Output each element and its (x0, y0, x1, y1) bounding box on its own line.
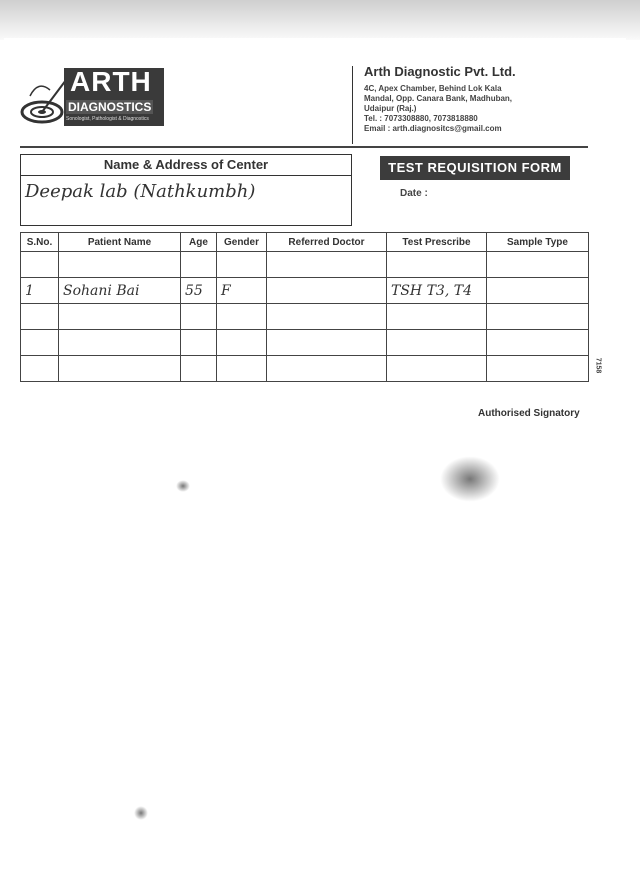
company-phone: Tel. : 7073308880, 7073818880 (364, 114, 478, 123)
logo-tagline: Sonologist, Pathologist & Diagnostics (66, 116, 149, 122)
address-line: Udaipur (Raj.) (364, 104, 417, 113)
cell-sample-type[interactable] (487, 252, 589, 278)
cell-gender[interactable] (217, 304, 267, 330)
date-label: Date : (400, 188, 428, 199)
target-logo-icon (20, 76, 70, 126)
center-box (20, 154, 352, 226)
cell-sno[interactable] (21, 330, 59, 356)
center-value[interactable]: Deepak lab (Nathkumbh) (25, 181, 256, 202)
company-logo (20, 66, 168, 128)
cell-age[interactable] (181, 356, 217, 382)
header-referred-doctor: Referred Doctor (267, 233, 387, 252)
cell-age[interactable]: 55 (181, 278, 217, 304)
table-row (21, 330, 589, 356)
table-row (21, 278, 589, 304)
address-line: 4C, Apex Chamber, Behind Lok Kala (364, 84, 502, 93)
requisition-table (20, 232, 589, 382)
header-sno: S.No. (21, 233, 59, 252)
cell-gender[interactable]: F (217, 278, 267, 304)
cell-test-prescribe[interactable] (387, 356, 487, 382)
logo-arth-text: ARTH (70, 66, 152, 97)
cell-age[interactable] (181, 252, 217, 278)
cell-test-prescribe[interactable] (387, 304, 487, 330)
cell-sample-type[interactable] (487, 304, 589, 330)
cell-sample-type[interactable] (487, 330, 589, 356)
table-row (21, 252, 589, 278)
table-row (21, 356, 589, 382)
company-name: Arth Diagnostic Pvt. Ltd. (364, 64, 516, 79)
cell-age[interactable] (181, 304, 217, 330)
header-gender: Gender (217, 233, 267, 252)
cell-test-prescribe[interactable] (387, 252, 487, 278)
cell-age[interactable] (181, 330, 217, 356)
scan-edge (0, 0, 640, 40)
serial-number: 7158 (594, 357, 602, 374)
header-sample-type: Sample Type (487, 233, 589, 252)
header-test-prescribe: Test Prescribe (387, 233, 487, 252)
cell-referred-doctor[interactable] (267, 278, 387, 304)
header-age: Age (181, 233, 217, 252)
form-title: TEST REQUISITION FORM (380, 156, 570, 180)
cell-patient-name[interactable] (59, 330, 181, 356)
header-patient-name: Patient Name (59, 233, 181, 252)
cell-sample-type[interactable] (487, 356, 589, 382)
cell-patient-name[interactable] (59, 304, 181, 330)
cell-referred-doctor[interactable] (267, 330, 387, 356)
company-email: Email : arth.diagnositcs@gmail.com (364, 124, 502, 133)
cell-gender[interactable] (217, 330, 267, 356)
center-title: Name & Address of Center (21, 155, 351, 176)
scan-smudge (176, 480, 190, 492)
scan-smudge (440, 456, 500, 502)
cell-referred-doctor[interactable] (267, 356, 387, 382)
cell-patient-name[interactable] (59, 356, 181, 382)
table-row (21, 304, 589, 330)
cell-sno[interactable] (21, 304, 59, 330)
header-rule (20, 146, 588, 148)
cell-referred-doctor[interactable] (267, 252, 387, 278)
cell-referred-doctor[interactable] (267, 304, 387, 330)
cell-gender[interactable] (217, 356, 267, 382)
cell-test-prescribe[interactable]: TSH T3, T4 (387, 278, 487, 304)
authorised-signatory: Authorised Signatory (478, 408, 580, 419)
company-address (364, 84, 544, 134)
logo-diagnostics-text: DIAGNOSTICS (68, 100, 152, 114)
cell-patient-name[interactable] (59, 252, 181, 278)
address-line: Mandal, Opp. Canara Bank, Madhuban, (364, 94, 513, 103)
cell-gender[interactable] (217, 252, 267, 278)
cell-sno[interactable] (21, 252, 59, 278)
table-header-row (21, 233, 589, 252)
cell-patient-name[interactable]: Sohani Bai (59, 278, 181, 304)
cell-sample-type[interactable] (487, 278, 589, 304)
cell-sno[interactable]: 1 (21, 278, 59, 304)
cell-sno[interactable] (21, 356, 59, 382)
header-divider (352, 66, 353, 144)
scan-smudge (134, 806, 148, 820)
cell-test-prescribe[interactable] (387, 330, 487, 356)
